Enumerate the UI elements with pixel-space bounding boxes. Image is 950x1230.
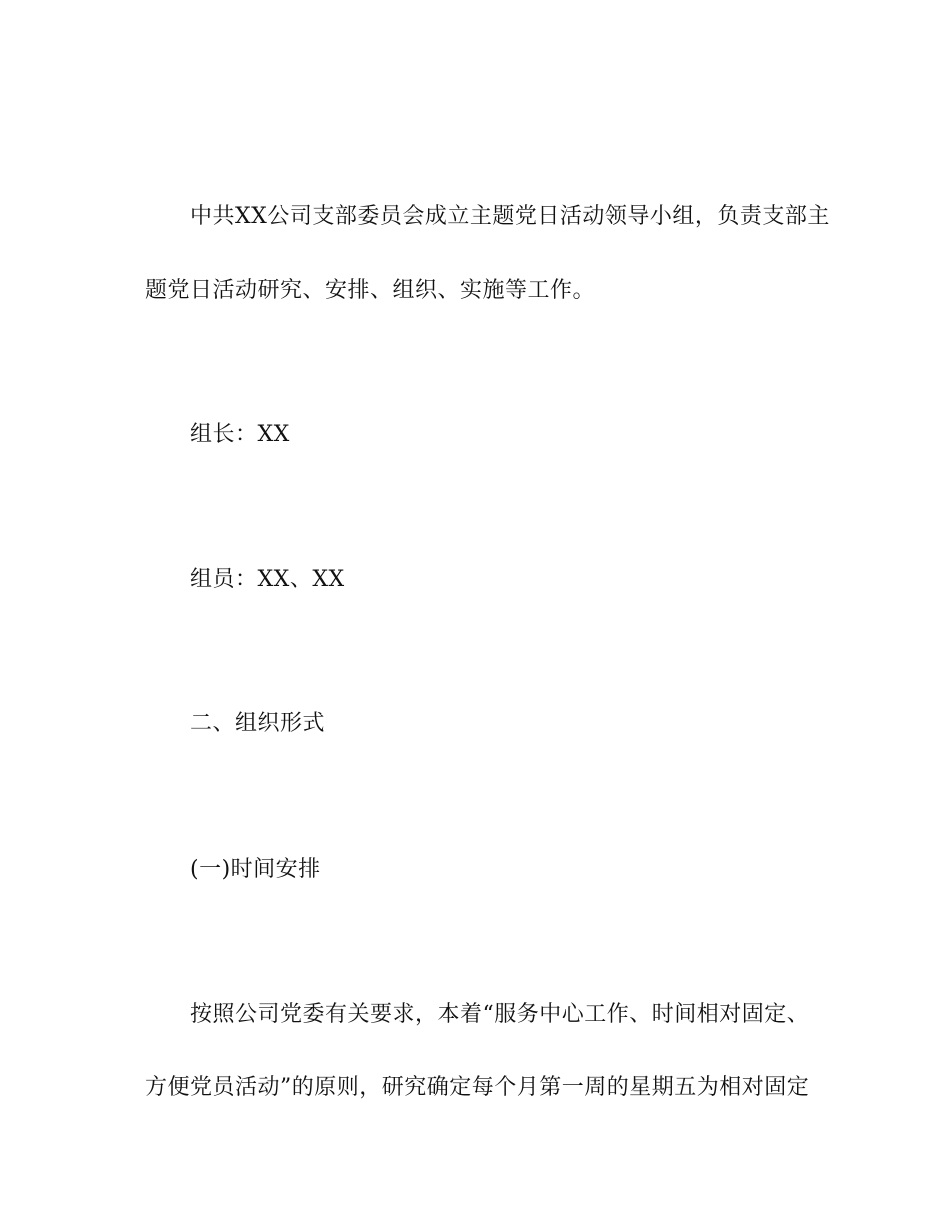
paragraph-1-line-1: 中共XX公司支部委员会成立主题党日活动领导小组，负责支部主 — [190, 204, 830, 229]
paragraph-2-line-2: 方便党员活动”的原则，研究确定每个月第一周的星期五为相对固定 — [145, 1075, 810, 1100]
leader-line: 组长：XX — [190, 422, 290, 447]
subsection-1-heading: (一)时间安排 — [190, 857, 321, 882]
paragraph-1-line-2: 题党日活动研究、安排、组织、实施等工作。 — [145, 278, 596, 303]
members-line: 组员：XX、XX — [190, 567, 345, 592]
paragraph-2-line-1: 按照公司党委有关要求，本着“服务中心工作、时间相对固定、 — [190, 1002, 810, 1027]
section-2-heading: 二、组织形式 — [190, 711, 326, 736]
